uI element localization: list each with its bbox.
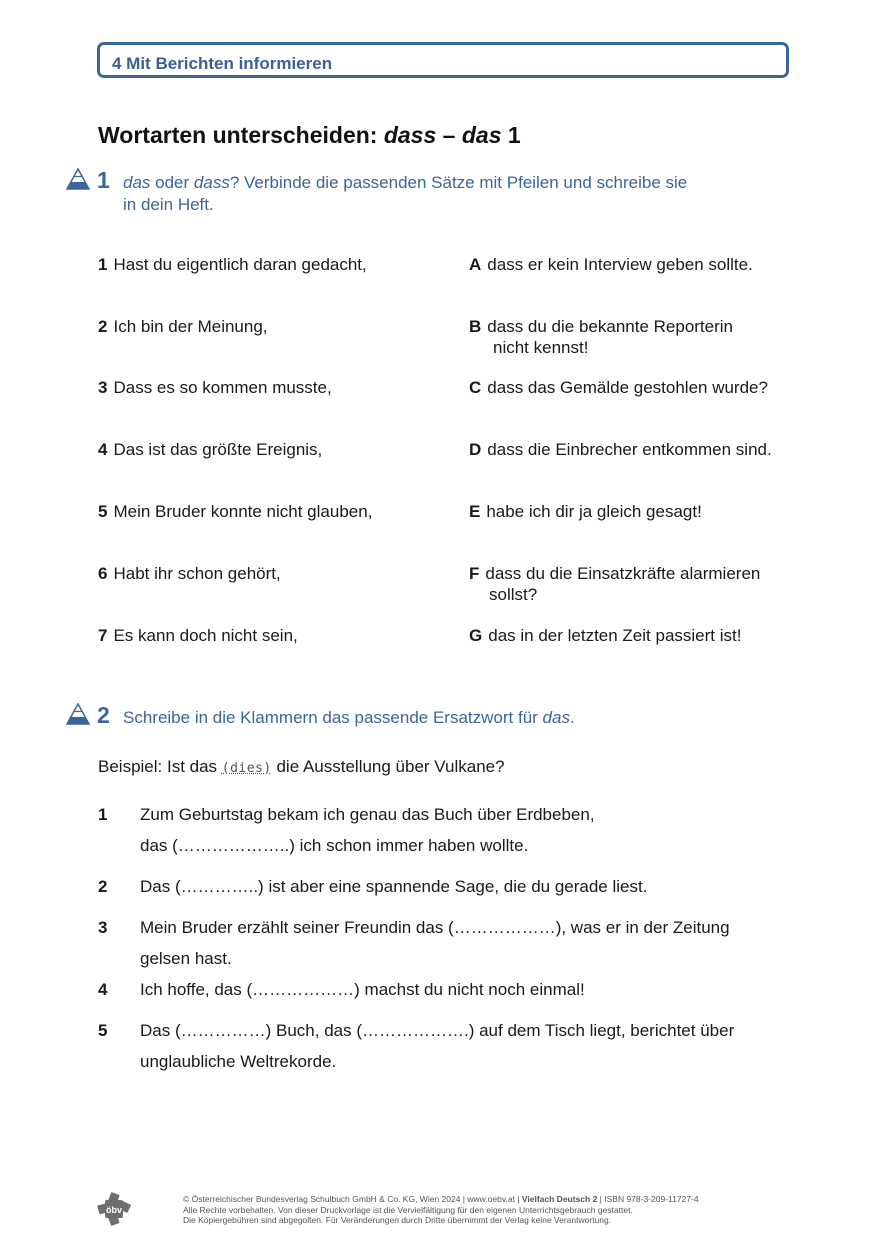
exercise-5-line-2: unglaubliche Weltrekorde. xyxy=(140,1052,337,1071)
sentence-left-2: 2 Ich bin der Meinung, xyxy=(98,317,268,336)
sentence-left-1: 1 Hast du eigentlich daran gedacht, xyxy=(98,255,367,274)
exercise-number-3: 3 xyxy=(98,918,108,937)
exercise-3-line-1: Mein Bruder erzählt seiner Freundin das (………………), was er in der Zeitung xyxy=(140,918,730,937)
task-2-instruction: Schreibe in die Klammern das passende Ersatzwort für das. xyxy=(123,708,575,727)
handwritten-answer: (dies) xyxy=(221,761,272,776)
page-title: Wortarten unterscheiden: dass – das 1 xyxy=(98,122,521,148)
pyramid-level-icon xyxy=(66,703,90,725)
exercise-number-2: 2 xyxy=(98,877,108,896)
sentence-right-b: B dass du die bekannte Reporterin nicht kennst! xyxy=(469,317,734,357)
exercise-1-line-1: Zum Geburtstag bekam ich genau das Buch über Erdbeben, xyxy=(140,805,595,824)
exercise-number-4: 4 xyxy=(98,980,108,999)
sentence-left-4: 4 Das ist das größte Ereignis, xyxy=(98,440,323,459)
footer-copyright: © Österreichischer Bundesverlag Schulbuch GmbH & Co. KG, Wien 2024 | www.oebv.at | Vielfach Deutsch 2 | ISBN 978-3-209-11727-4 Alle Rechte vorbehalten. Von dieser Druckvorlage ist die Vervielfältigung für den eigenen Unterrichtsgebrauch gestattet. Die Kopiergebühren sind abgegolten. Für Veränderungen durch Dritte übernimmt der Verlag keine Verantwortung. xyxy=(183,1194,699,1225)
sentence-right-f: F dass du die Einsatzkräfte alarmieren sollst? xyxy=(469,564,761,604)
exercise-3-line-2: gelsen hast. xyxy=(140,949,232,968)
pyramid-level-icon xyxy=(66,168,90,190)
exercise-1-line-2: das (………………..) ich schon immer haben wollte. xyxy=(140,836,529,855)
sentence-right-a: A dass er kein Interview geben sollte. xyxy=(469,255,753,274)
sentence-right-c: C dass das Gemälde gestohlen wurde? xyxy=(469,378,768,397)
sentence-right-d: D dass die Einbrecher entkommen sind. xyxy=(469,440,772,459)
exercise-number-1: 1 xyxy=(98,805,108,824)
example-sentence: Beispiel: Ist das (dies) die Ausstellung über Vulkane? xyxy=(98,757,505,776)
task-2-number: 2 xyxy=(97,702,110,728)
sentence-right-g: G das in der letzten Zeit passiert ist! xyxy=(469,626,742,645)
exercise-number-5: 5 xyxy=(98,1021,108,1040)
sentence-left-5: 5 Mein Bruder konnte nicht glauben, xyxy=(98,502,373,521)
sentence-left-7: 7 Es kann doch nicht sein, xyxy=(98,626,298,645)
task-1-instruction: das oder dass? Verbinde die passenden Sätze mit Pfeilen und schreibe sie in dein Heft. xyxy=(123,173,688,214)
oebv-logo-icon xyxy=(97,1192,131,1226)
logo-text: öbv xyxy=(105,1205,123,1215)
task-1-number: 1 xyxy=(97,167,110,193)
exercise-2-line-1: Das (…………..) ist aber eine spannende Sage, die du gerade liest. xyxy=(140,877,648,896)
sentence-right-e: E habe ich dir ja gleich gesagt! xyxy=(469,502,702,521)
exercise-5-line-1: Das (……………) Buch, das (……………….) auf dem Tisch liegt, berichtet über xyxy=(140,1021,735,1040)
chapter-title: 4 Mit Berichten informieren xyxy=(112,54,333,73)
sentence-left-6: 6 Habt ihr schon gehört, xyxy=(98,564,281,583)
chapter-header xyxy=(97,42,789,78)
exercise-4-line-1: Ich hoffe, das (………………) machst du nicht noch einmal! xyxy=(140,980,585,999)
sentence-left-3: 3 Dass es so kommen musste, xyxy=(98,378,332,397)
